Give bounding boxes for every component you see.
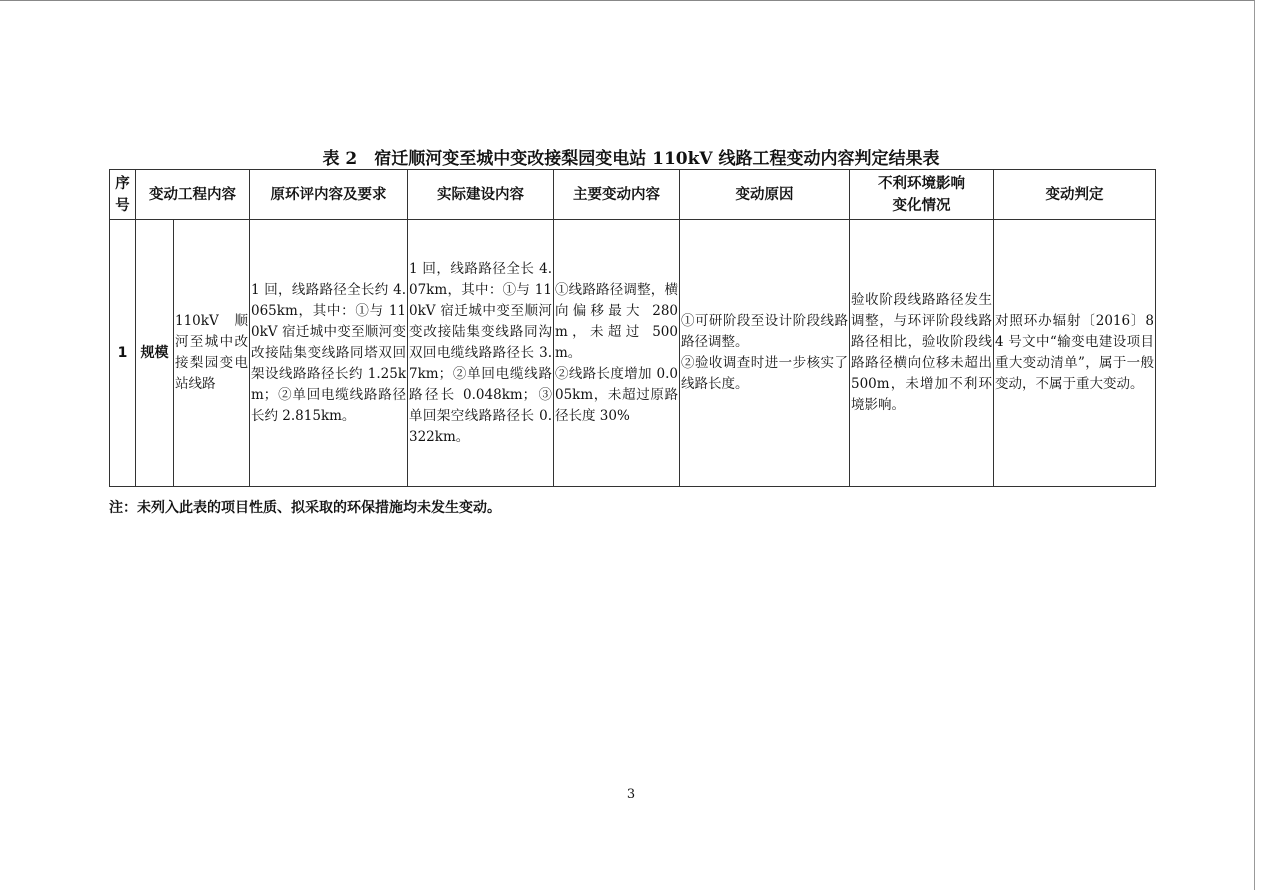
header-seq-line1: 序 <box>115 175 130 192</box>
table-row <box>110 220 1156 487</box>
cell-judgment: 对照环办辐射〔2016〕84 号文中“输变电建设项目重大变动清单”，属于一般变动，不属于重大变动。 <box>994 220 1156 487</box>
cell-actual: 1 回，线路路径全长 4.07km，其中：①与 110kV 宿迁城中变至顺河变改接陆集变线路同沟双回电缆线路路径长 3.7km；②单回电缆线路路径长 0.048km；③单回架空线路路径长 0.322km。 <box>408 220 554 487</box>
table-note: 注：未列入此表的项目性质、拟采取的环保措施均未发生变动。 <box>109 500 501 516</box>
header-judgment: 变动判定 <box>994 170 1156 220</box>
header-env-impact-line1: 不利环境影响 <box>878 175 965 192</box>
cell-category: 规模 <box>136 220 174 487</box>
header-env-impact-line2: 变化情况 <box>892 197 951 214</box>
main-change-item-2: ②线路长度增加 0.005km，未超过原路径长度 30% <box>555 365 678 424</box>
table-header-row <box>110 170 1156 220</box>
change-judgment-table <box>109 169 1156 487</box>
header-main-change: 主要变动内容 <box>554 170 680 220</box>
cell-main-change <box>554 220 680 487</box>
cell-original: 1 回，线路路径全长约 4.065km，其中：①与 110kV 宿迁城中变至顺河变改接陆集变线路同塔双回架设线路路径长约 1.25km；②单回电缆线路路径长约 2.815km。 <box>250 220 408 487</box>
header-project-content: 变动工程内容 <box>136 170 250 220</box>
header-seq <box>110 170 136 220</box>
table-caption: 表 2 宿迁顺河变至城中变改接梨园变电站 110kV 线路工程变动内容判定结果表 <box>322 149 940 169</box>
reason-item-2: ②验收调查时进一步核实了线路长度。 <box>681 355 848 392</box>
reason-item-1: ①可研阶段至设计阶段线路路径调整。 <box>681 313 848 350</box>
header-seq-line2: 号 <box>115 197 130 214</box>
header-change-reason: 变动原因 <box>680 170 850 220</box>
header-original-eia: 原环评内容及要求 <box>250 170 408 220</box>
cell-project: 110kV 顺河至城中改接梨园变电站线路 <box>174 220 250 487</box>
cell-env-impact: 验收阶段线路路径发生调整，与环评阶段线路路径相比，验收阶段线路路径横向位移未超出 500m，未增加不利环境影响。 <box>850 220 994 487</box>
page-number: 3 <box>626 787 636 802</box>
header-env-impact <box>850 170 994 220</box>
header-actual-construction: 实际建设内容 <box>408 170 554 220</box>
cell-change-reason <box>680 220 850 487</box>
main-change-item-1: ①线路路径调整，横向偏移最大 280m，未超过 500m。 <box>555 281 678 361</box>
cell-seq: 1 <box>110 220 136 487</box>
